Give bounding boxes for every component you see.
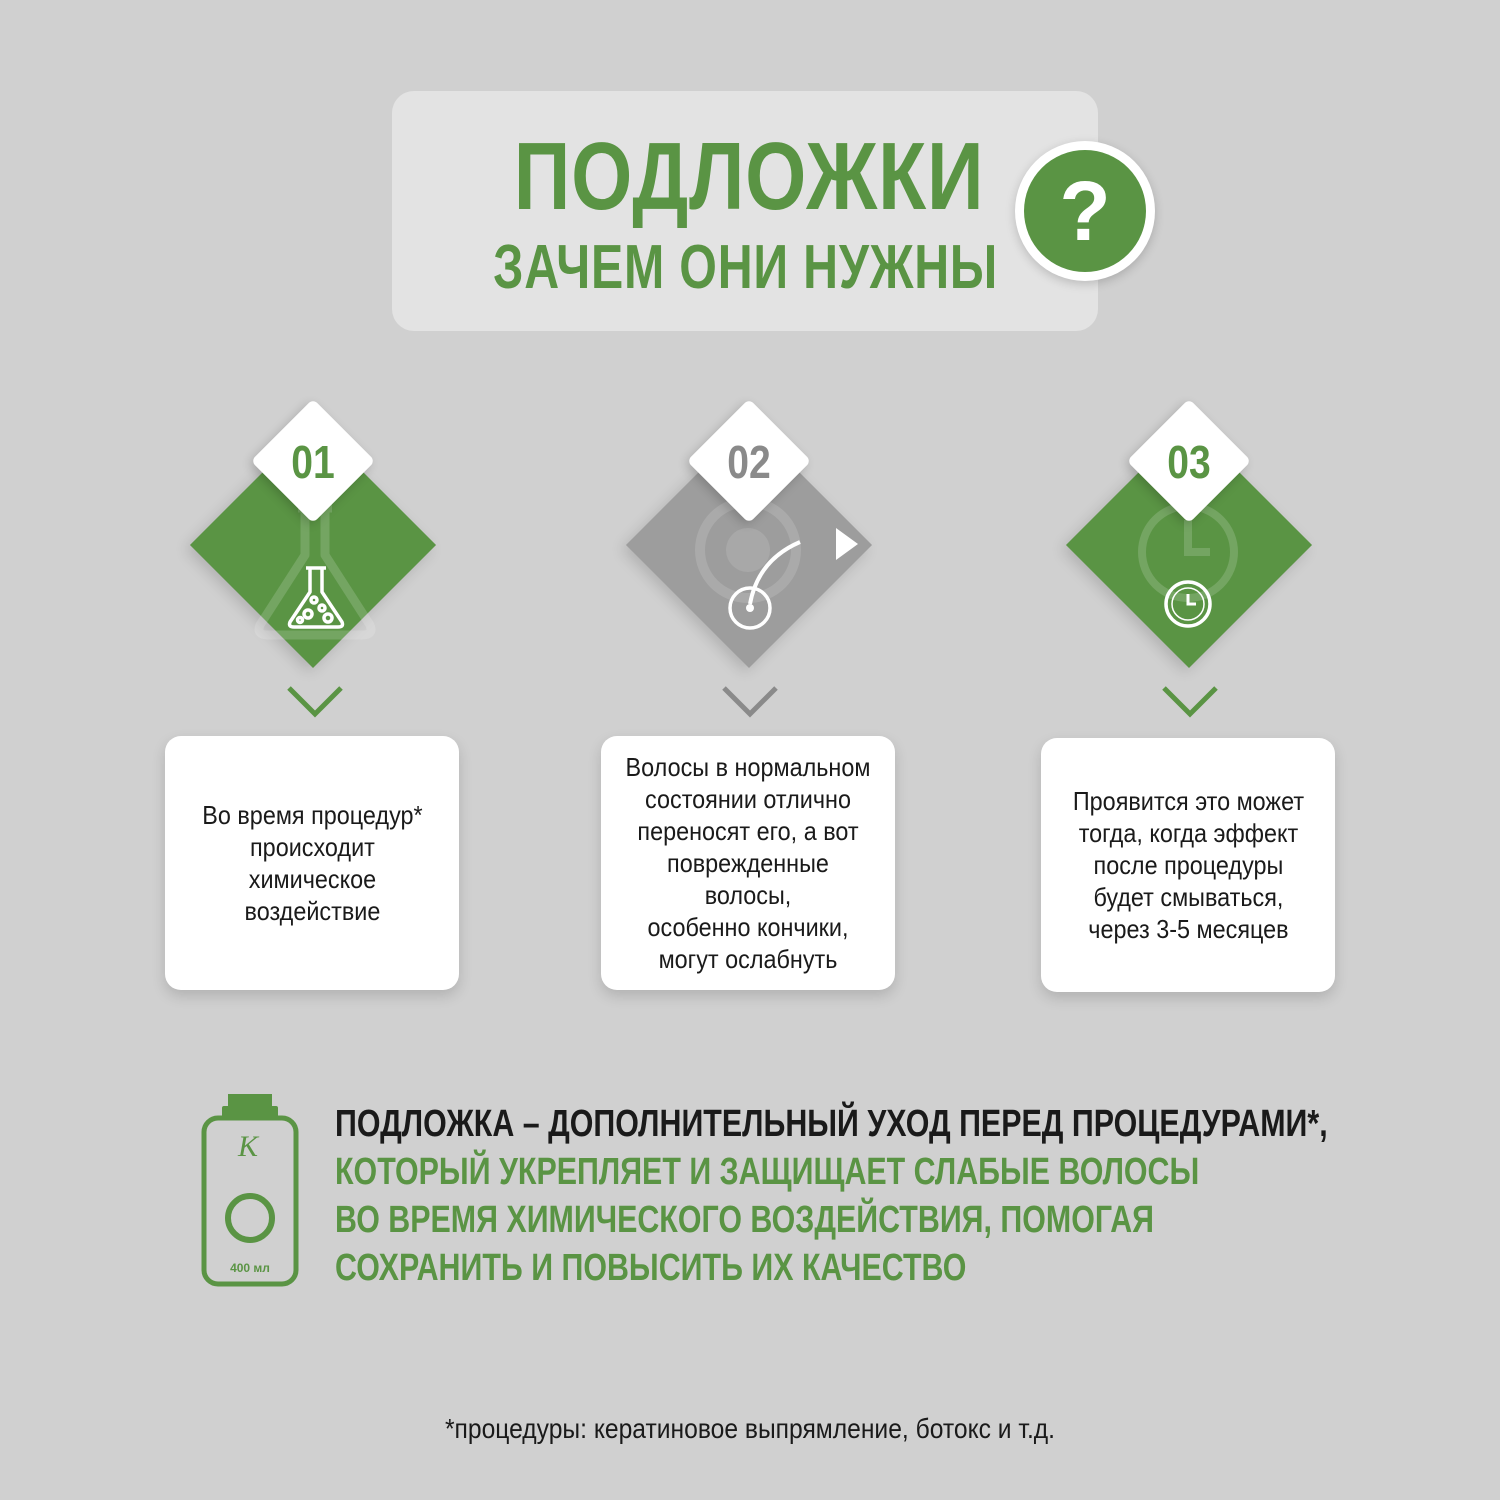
bottom-line-4: СОХРАНИТЬ И ПОВЫСИТЬ ИХ КАЧЕСТВО xyxy=(335,1247,967,1289)
step-2-card xyxy=(601,736,895,990)
step-3-card xyxy=(1041,738,1335,992)
chevron-down-icon xyxy=(1160,684,1220,720)
bottom-line-3: ВО ВРЕМЯ ХИМИЧЕСКОГО ВОЗДЕЙСТВИЯ, ПОМОГАЯ xyxy=(335,1199,1155,1241)
step-2-text: Волосы в нормальном состоянии отлично переносят его, а вот поврежденные волосы, особенно кончики, могут ослабнуть xyxy=(625,752,871,974)
chevron-down-icon xyxy=(720,684,780,720)
bottom-line-2: КОТОРЫЙ УКРЕПЛЯЕТ И ЗАЩИЩАЕТ СЛАБЫЕ ВОЛОСЫ xyxy=(335,1151,1200,1193)
step-1-number: 01 xyxy=(291,436,335,488)
flask-icon xyxy=(230,500,400,650)
question-mark: ? xyxy=(1024,150,1146,272)
clock-icon xyxy=(1110,500,1270,650)
chevron-down-icon xyxy=(285,684,345,720)
hair-follicle-icon xyxy=(660,490,880,650)
step-1-text: Во время процедур* происходит химическое воздействие xyxy=(201,800,423,926)
bottom-statement xyxy=(335,1100,1328,1292)
bottle-volume: 400 мл xyxy=(230,1261,270,1275)
step-2-number: 02 xyxy=(727,436,771,488)
bottle-icon xyxy=(200,1092,300,1288)
page-title: ПОДЛОЖКИ xyxy=(513,123,985,230)
page-subtitle: ЗАЧЕМ ОНИ НУЖНЫ xyxy=(493,233,999,302)
step-1-card xyxy=(165,736,459,990)
bottle-logo: K xyxy=(237,1130,259,1163)
step-3-text: Проявится это может тогда, когда эффект после процедуры будет смываться, через 3-5 месяцев xyxy=(1072,786,1304,944)
bottom-line-1: ПОДЛОЖКА – ДОПОЛНИТЕЛЬНЫЙ УХОД ПЕРЕД ПРОЦЕДУРАМИ*, xyxy=(335,1103,1328,1145)
footnote: *процедуры: кератиновое выпрямление, ботокс и т.д. xyxy=(444,1413,1056,1444)
question-icon xyxy=(1015,141,1155,281)
step-3-number: 03 xyxy=(1167,436,1211,488)
